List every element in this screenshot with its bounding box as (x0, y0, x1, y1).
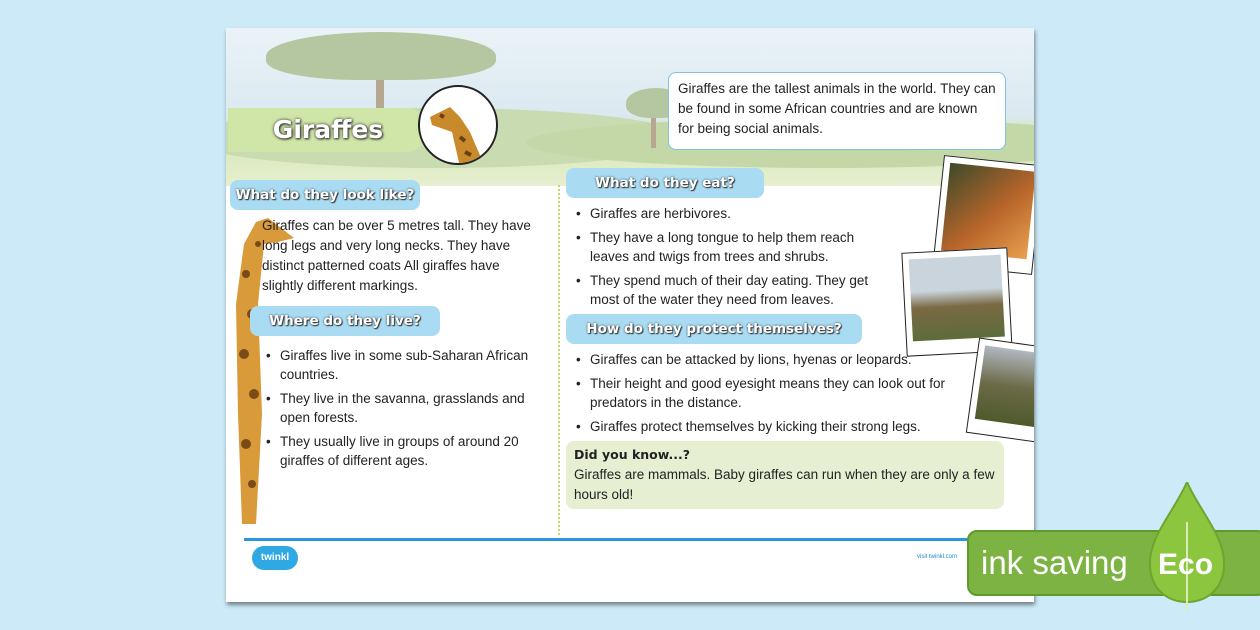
protect-list (576, 350, 956, 436)
eco-leaf-icon (1148, 482, 1226, 612)
did-you-know-heading: Did you know...? (574, 447, 690, 462)
visit-link[interactable]: visit twinkl.com (917, 554, 958, 560)
ink-saving-label: ink saving (981, 544, 1128, 581)
left-column (230, 180, 550, 475)
footer-line (244, 538, 1034, 541)
giraffe-head-image (418, 85, 498, 165)
heading-protect: How do they protect themselves? (566, 314, 862, 344)
intro-box: Giraffes are the tallest animals in the world. They can be found in some African countries and are known for being social animals. (668, 72, 1006, 150)
list-item: • They usually live in groups of around 20 giraffes of different ages. (266, 432, 536, 470)
heading-live: Where do they live? (250, 306, 440, 336)
heading-eat: What do they eat? (566, 168, 764, 198)
list-item: • Giraffes are herbivores. (576, 204, 892, 223)
list-item: • Their height and good eyesight means they can look out for predators in the distance. (576, 374, 956, 412)
did-you-know-box (566, 441, 1004, 509)
fact-file-sheet (226, 28, 1034, 602)
list-item: • Giraffes live in some sub-Saharan African countries. (266, 346, 536, 384)
live-list (266, 346, 536, 470)
right-column (566, 168, 1010, 509)
list-item: • They have a long tongue to help them reach leaves and twigs from trees and shrubs. (576, 228, 892, 266)
twinkl-logo[interactable]: twinkl (252, 546, 298, 570)
eat-list (576, 204, 892, 309)
page-title: Giraffes (228, 108, 428, 152)
list-item: • Giraffes protect themselves by kicking their strong legs. (576, 417, 956, 436)
list-item: • They live in the savanna, grasslands and open forests. (266, 389, 536, 427)
list-item: • They spend much of their day eating. They get most of the water they need from leaves. (576, 271, 892, 309)
heading-look: What do they look like? (230, 180, 420, 210)
look-text: Giraffes can be over 5 metres tall. They have long legs and very long necks. They have distinct patterned coats All giraffes have slightly different markings. (262, 218, 531, 293)
did-you-know-text: Giraffes are mammals. Baby giraffes can run when they are only a few hours old! (574, 467, 995, 502)
column-divider (558, 185, 560, 535)
eco-label: Eco (1158, 548, 1214, 581)
list-item: • Giraffes can be attacked by lions, hyenas or leopards. (576, 350, 956, 369)
